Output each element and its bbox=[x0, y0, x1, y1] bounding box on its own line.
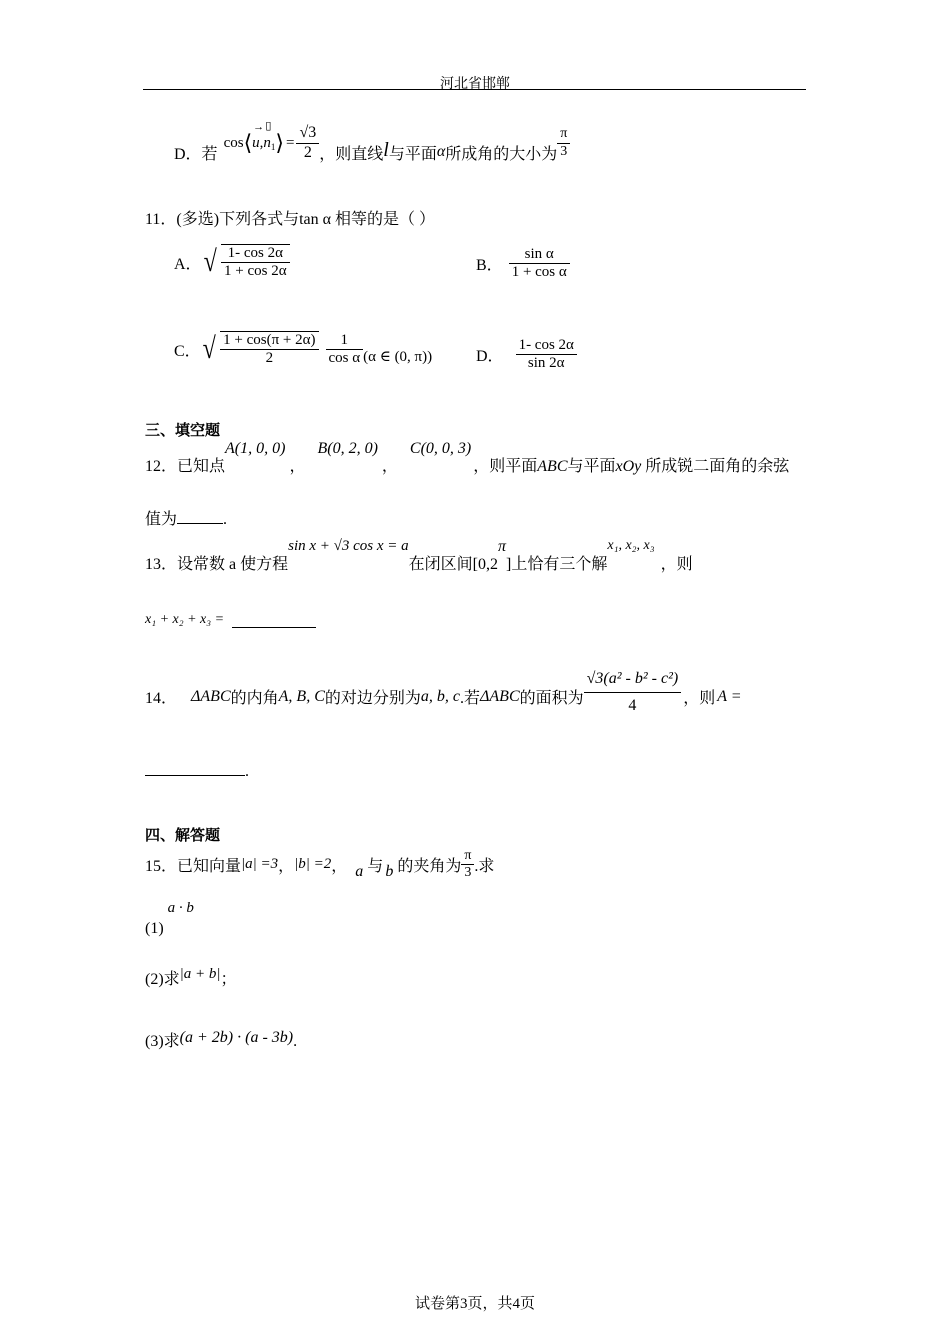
q10-right-angle: ⟩ bbox=[275, 130, 284, 155]
q15-part3: (3)求 (a + 2b) · (a - 3b) . bbox=[145, 1029, 298, 1050]
q13-sum: x₁ + x₂ + x₃ = bbox=[145, 612, 225, 627]
q13-solutions: x₁, x₂, x₃ bbox=[607, 538, 655, 553]
q15-stem: 15．已知向量 |a| =3 ， |b| =2 ， a 与 b 的夹角为 $\frac{\pi}{3}$ .求 bbox=[145, 848, 495, 881]
q11-a-sqrt: √ $\frac{1- \cos 2\alpha}{1 + \cos 2\alpha}$ bbox=[202, 244, 293, 281]
q15-abs-b: |b| =2 bbox=[294, 856, 332, 873]
q10-vector-n: ▯ $n_1$ bbox=[263, 119, 276, 152]
q11-c-sqrt: √ $\frac{1 + \cos(\pi + 2\alpha)}{2}$ bbox=[201, 331, 322, 368]
q14-area-fraction: $\frac{\text{√3(a² - b² - c²)}}{4}$ bbox=[584, 670, 682, 716]
q12-point-a: A(1, 0, 0) bbox=[225, 440, 286, 457]
q10-line-l: l bbox=[383, 138, 389, 161]
q10-alpha: α bbox=[436, 143, 446, 160]
q10-vector-u: → u bbox=[252, 120, 265, 151]
q11-c-fraction: $\frac{1}{\text{cos α}}$ bbox=[326, 332, 364, 368]
page-footer: 试卷第3页，共4页 bbox=[414, 1296, 535, 1312]
section-fill-in-title: 三、填空题 bbox=[145, 421, 221, 439]
q10-answer-fraction: $\frac{\pi}{3}$ bbox=[557, 126, 570, 159]
header-rule bbox=[143, 89, 806, 90]
q11-option-b: B． $\frac{\text{sin α}}{\text{1 + cos α}}$ bbox=[476, 246, 570, 282]
q10-d-label: D．若 bbox=[174, 145, 218, 163]
q11-option-d: D． $\frac{1- \cos 2\alpha}{\sin 2\alpha}$ bbox=[476, 337, 577, 373]
section-solution-title: 四、解答题 bbox=[145, 826, 221, 844]
q14-line1: 14． ΔABC 的内角 A, B, C 的对边分别为 a, b, c .若 ΔABC 的面积为 $\frac{\text{√3(a² - b² - c²)}}{4}$ ，则 A = bbox=[145, 670, 742, 715]
q15-part1: (1) a · b bbox=[145, 900, 194, 937]
q12-line1: 12．已知点 A(1, 0, 0) ， B(0, 2, 0) ， C(0, 0, 3) ，则平面 ABC 与平面 xOy 所成锐二面角的余弦 bbox=[145, 440, 790, 475]
q11-option-c: C． √ $\frac{1 + \cos(\pi + 2\alpha)}{2}$ $\frac{1}{\text{cos α}}$ (α ∈ (0, π)) bbox=[174, 331, 433, 367]
q13-equation: sin x + √3 cos x = a bbox=[288, 538, 409, 554]
q11-option-a: A． √ $\frac{1- \cos 2\alpha}{1 + \cos 2\alpha}$ bbox=[174, 244, 293, 281]
q11-b-fraction: $\frac{\text{sin α}}{\text{1 + cos α}}$ bbox=[509, 246, 570, 282]
q14-line2: . bbox=[145, 763, 249, 781]
q12-point-c: C(0, 0, 3) bbox=[409, 440, 472, 457]
q11-c-condition: (α ∈ (0, π)) bbox=[363, 348, 433, 365]
q15-part2: (2)求 |a + b| ； bbox=[145, 966, 237, 988]
q14-answer-blank bbox=[145, 775, 245, 776]
q13-line1: 13．设常数 a 使方程 sin x + √3 cos x = a 在闭区间[0,2 π ]上恰有三个解 x₁, x₂, x₃ ，则 bbox=[145, 538, 693, 573]
q11-stem: 11．(多选)下列各式与tan α 相等的是（ ） bbox=[145, 211, 435, 228]
sqrt-icon: √ bbox=[203, 245, 217, 279]
vector-box-icon: ▯ bbox=[265, 119, 272, 132]
q13-answer-blank bbox=[232, 627, 316, 628]
vector-arrow-icon: → bbox=[253, 120, 265, 133]
q11-d-fraction: $\frac{1- \cos 2\alpha}{\sin 2\alpha}$ bbox=[516, 337, 577, 373]
page-header: 河北省邯郸 bbox=[440, 77, 510, 92]
q12-line2: 值为 . bbox=[145, 511, 228, 528]
q10-left-angle: ⟨ bbox=[243, 130, 253, 155]
q10-cos: cos bbox=[223, 134, 244, 151]
q10-eq-fraction: $\frac{√3}{2}$ bbox=[296, 124, 319, 162]
q15-abs-a: |a| =3 bbox=[241, 856, 279, 873]
sqrt-icon: √ bbox=[202, 332, 216, 366]
q10-option-d: D．若 cos ⟨ → u , ▯ $n_1$ ⟩ = $\frac{√3}{2}$ ，则直线 l 与平面 α 所成角的大小为 $\frac{\pi}{3}$ bbox=[174, 118, 570, 168]
q12-answer-blank bbox=[177, 523, 223, 524]
q13-line2 bbox=[145, 612, 316, 628]
q15-angle-fraction: $\frac{\pi}{3}$ bbox=[461, 848, 474, 881]
q12-point-b: B(0, 2, 0) bbox=[317, 440, 378, 457]
